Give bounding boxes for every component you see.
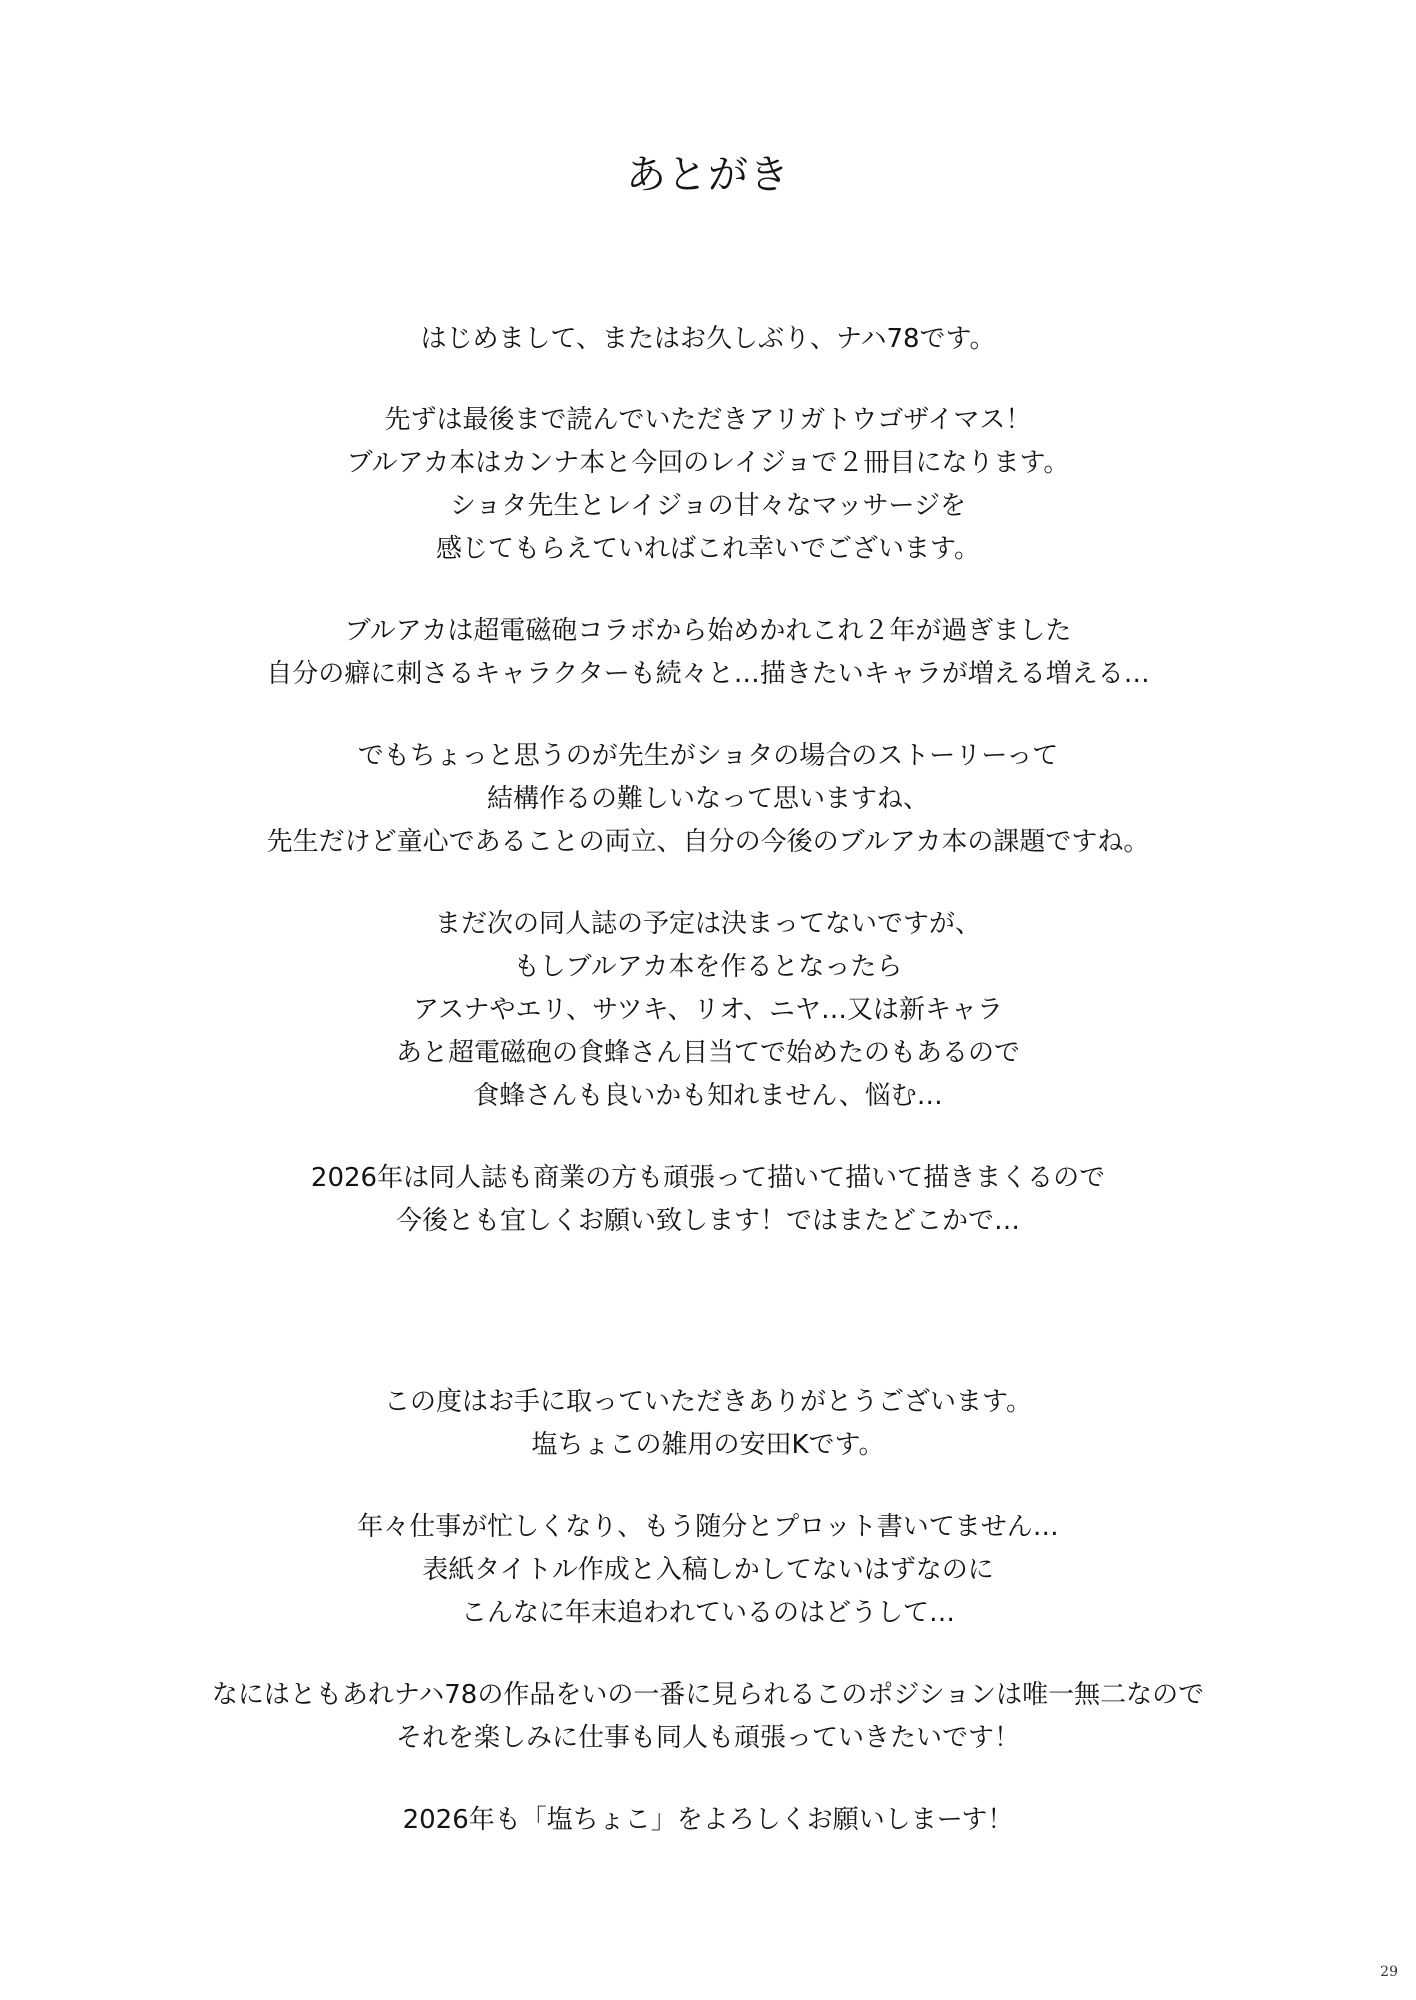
- text-line: この度はお手に取っていただきありがとうございます。: [384, 1387, 1032, 1417]
- text-line: 表紙タイトル作成と入稿しかしてないはずなのに: [422, 1555, 994, 1585]
- text-line: 感じてもらえていればこれ幸いでございます。: [436, 534, 980, 564]
- text-line: 結構作るの難しいなって思いますね、: [486, 784, 929, 814]
- text-line: 塩ちょこの雑用の安田Kです。: [531, 1430, 885, 1460]
- afterword-title: あとがき: [626, 152, 790, 198]
- text-line: まだ次の同人誌の予定は決まってないですが、: [434, 909, 981, 939]
- text-line: アスナやエリ、サツキ、リオ、ニヤ…又は新キャラ: [413, 995, 1003, 1025]
- text-line: 今後とも宜しくお願い致します！ではまたどこかで…: [395, 1206, 1020, 1236]
- text-line: なにはともあれナハ78の作品をいの一番に見られるこのポジションは唯一無二なので: [211, 1680, 1205, 1710]
- text-line: 食蜂さんも良いかも知れません、悩む…: [473, 1081, 943, 1111]
- text-line: こんなに年末追われているのはどうして…: [460, 1598, 955, 1628]
- text-line: ショタ先生とレイジョの甘々なマッサージを: [449, 491, 967, 521]
- text-line: 2026年は同人誌も商業の方も頑張って描いて描いて描きまくるので: [310, 1163, 1106, 1193]
- text-line: はじめまして、またはお久しぶり、ナハ78です。: [420, 324, 996, 354]
- text-line: 自分の癖に刺さるキャラクターも続々と…描きたいキャラが増える増える…: [266, 659, 1150, 689]
- text-line: でもちょっと思うのが先生がショタの場合のストーリーって: [357, 741, 1059, 771]
- text-line: ブルアカは超電磁砲コラボから始めかれこれ２年が過ぎました: [344, 616, 1072, 646]
- text-line: 先ずは最後まで読んでいただきアリガトウゴザイマス！: [384, 405, 1032, 435]
- text-line: 先生だけど童心であることの両立、自分の今後のブルアカ本の課題ですね。: [266, 827, 1150, 857]
- page-number: 29: [1380, 1964, 1398, 1980]
- text-line: もしブルアカ本を作るとなったら: [513, 952, 903, 982]
- text-line: 年々仕事が忙しくなり、もう随分とプロット書いてません…: [357, 1512, 1059, 1542]
- text-line: 2026年も「塩ちょこ」をよろしくお願いしまーす！: [402, 1805, 1014, 1835]
- text-line: ブルアカ本はカンナ本と今回のレイジョで２冊目になります。: [346, 448, 1070, 478]
- text-line: あと超電磁砲の食蜂さん目当てで始めたのもあるので: [395, 1038, 1020, 1068]
- text-line: それを楽しみに仕事も同人も頑張っていきたいです！: [395, 1723, 1020, 1753]
